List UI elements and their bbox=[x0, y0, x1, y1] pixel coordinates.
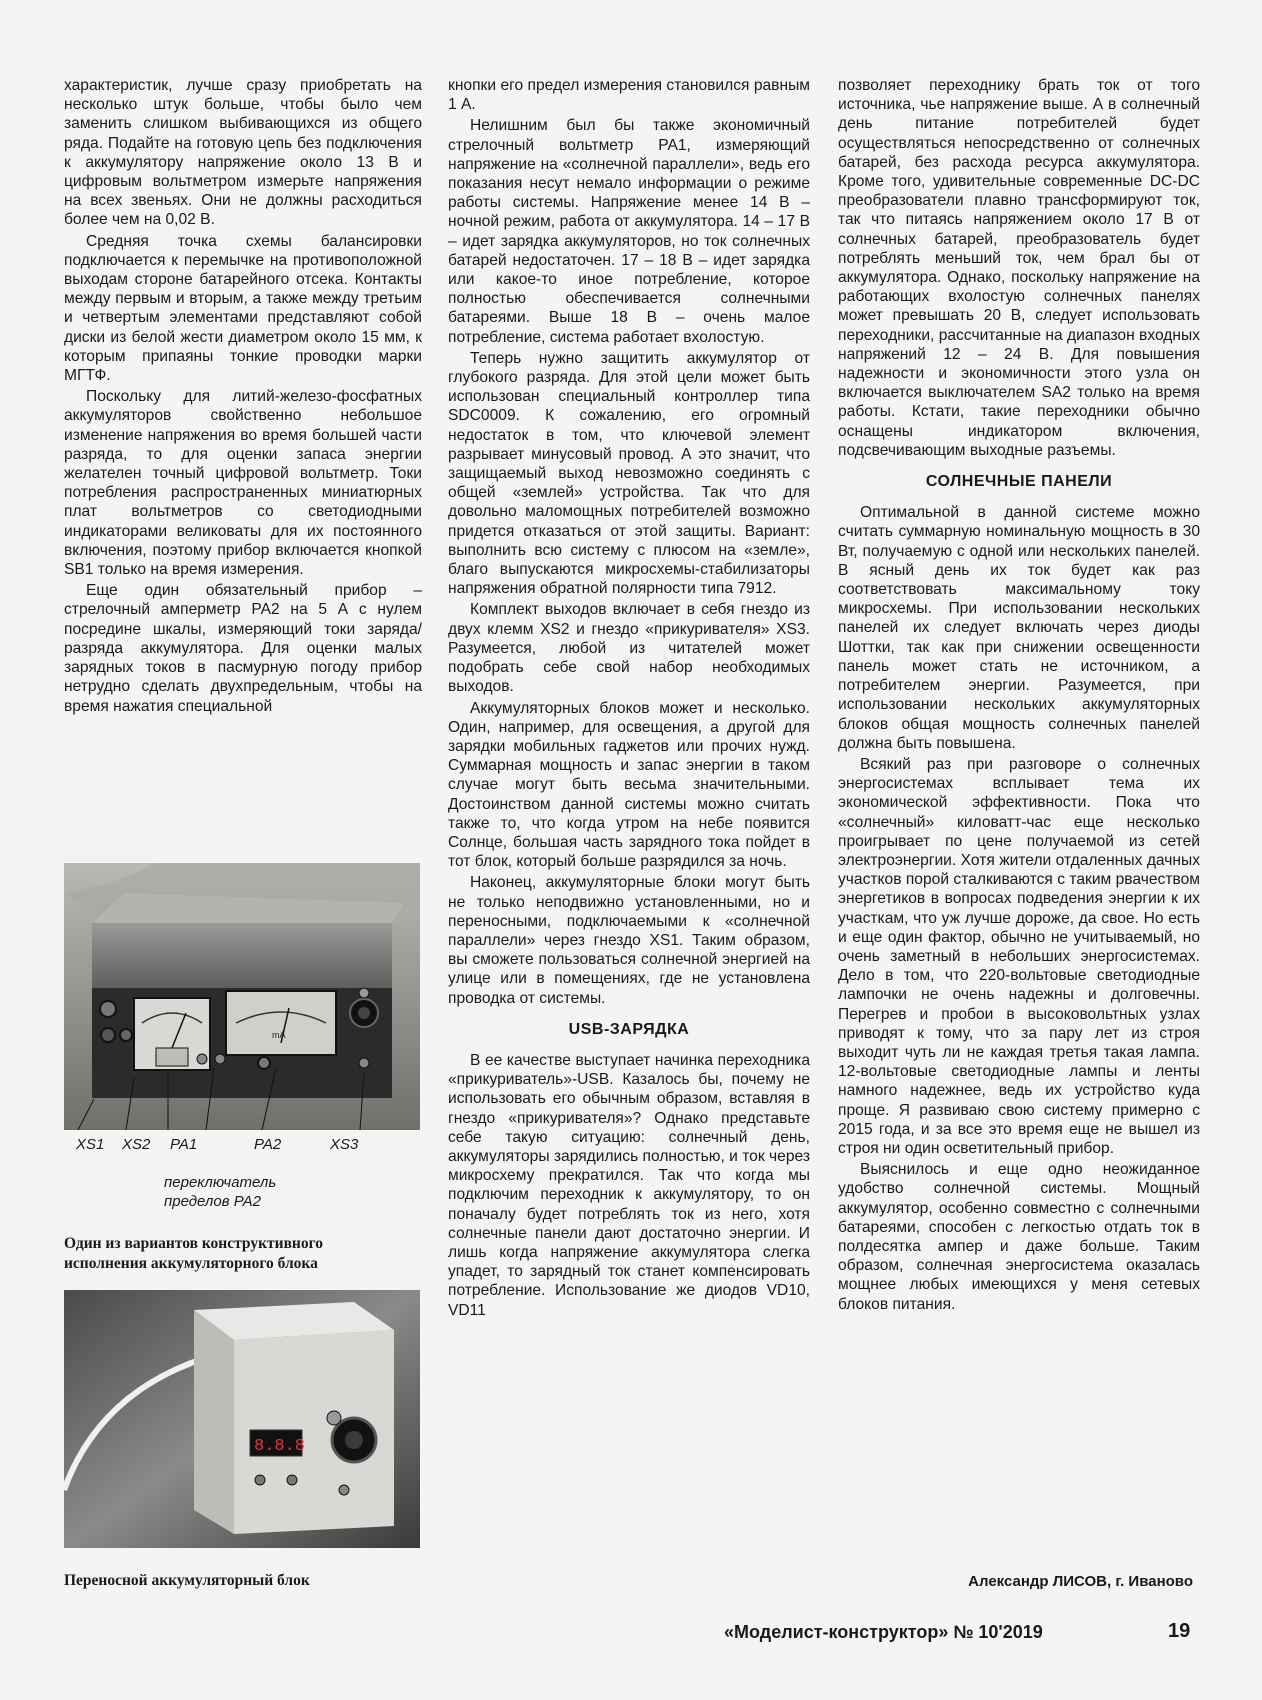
paragraph: Оптимальной в данной системе можно считать суммарную номинальную мощность в 30 Вт, получаемую с одной или нескольких панелей. В ясный день их ток будет как раз соответствовать максимальному току микросхемы. При использовании нескольких панелей их следует включать через диоды Шоттки, так как при снижении освещенности панель может стать не источником, а потребителем энергии. Разумеется, при использовании нескольких аккумуляторных блоков общая мощность солнечных панелей должна быть повышена. bbox=[838, 504, 1200, 752]
label-pa1: PA1 bbox=[170, 1136, 198, 1153]
meter-label: mA bbox=[272, 1030, 286, 1040]
paragraph: Комплект выходов включает в себя гнездо из двух клемм XS2 и гнездо «прикуривателя» XS3. Разумеется, любой из читателей может подобрать себе свой набор необходимых выходов. bbox=[448, 601, 810, 696]
portable-block-illustration bbox=[64, 1290, 420, 1548]
figure-1-caption bbox=[64, 1234, 424, 1274]
paragraph: характеристик, лучше сразу приобретать на несколько штук больше, чтобы было чем заменить слишком выбивающихся из общего ряда. Подайте на готовую цепь без подключения к аккумулятору напряжение около 13 В и цифровым вольтметром измерьте напряжения на всех звеньях. Они не должны расходиться более чем на 0,02 В. bbox=[64, 77, 422, 229]
caption-line: исполнения аккумуляторного блока bbox=[64, 1255, 318, 1272]
switch-label-line2: пределов PA2 bbox=[164, 1193, 261, 1210]
text-column-1 bbox=[64, 76, 422, 718]
switch-label-line1: переключатель bbox=[164, 1174, 277, 1191]
paragraph: Всякий раз при разговоре о солнечных энергосистемах всплывает тема их экономической эффективности. Пока что «солнечный» киловатт-час еще несколько проигрывает по цене получаемой из сетей электроэнергии. Хотя жители отдаленных дачных участков порой сталкиваются с таким рвачеством энергетиков в вопросах подведения энергии к их участкам, что уж лучше дороже, да свое. Но есть и еще один фактор, обычно не учитываемый, но очень заметный в небольших энергосистемах. Дело в том, что 220-вольтовые светодиодные лампочки не очень надежны и долговечны. Перегрев и пробои в высоковольтных узлах приводят к тому, что за пару лет из строя выходит чуть ли не каждая третья такая лампа. 12-вольтовые светодиодные лампы и ленты намного надежнее, ведь их устройство куда проще. Я развиваю свою систему примерно с 2015 года, и за все это время еще не вышел из строя ни один осветительный прибор. bbox=[838, 755, 1200, 1157]
section-heading-usb: USB-ЗАРЯДКА bbox=[568, 1020, 690, 1038]
label-pa2: PA2 bbox=[254, 1136, 282, 1153]
section-heading-solar-panels: СОЛНЕЧНЫЕ ПАНЕЛИ bbox=[925, 473, 1113, 491]
paragraph: Наконец, аккумуляторные блоки могут быть не только неподвижно установленными, но и переносными, подключаемыми к «солнечной параллели» через гнездо XS1. Таким образом, вы сможете пользоваться солнечной энергией на улице или в помещениях, где не установлена проводка от системы. bbox=[448, 874, 810, 1007]
paragraph: позволяет переходнику брать ток от того источника, чье напряжение выше. А в солнечный день питание потребителей будет осуществляться непосредственно от солнечных батарей, без расхода ресурса аккумулятора. Кроме того, удивительные современные DC-DC преобразователи плавно трансформируют ток, так что питаясь напряжением около 17 В от солнечных батарей, преобразователь будет потреблять меньший ток, чем брал бы от аккумулятора. Однако, поскольку напряжение на работающих вхолостую солнечных панелях может превышать 20 В, следует использовать переходники, рассчитанные на диапазон входных напряжений 12 – 24 В. Для повышения надежности и экономичности этого узла он включается выключателем SA2 только на время работы. Кстати, такие переходники обычно оснащены индикатором включения, подсвечивающим выходные разъемы. bbox=[838, 77, 1200, 459]
paragraph: Средняя точка схемы балансировки подключается к перемычке на противоположной выходам стороне батарейного отсека. Контакты между первым и вторым, а также между третьим и четвертым элементами представляют собой диски из белой жести диаметром около 15 мм, к которым припаяны тонкие проводки марки МГТФ. bbox=[64, 232, 422, 385]
article-author: Александр ЛИСОВ, г. Иваново bbox=[968, 1573, 1193, 1590]
label-xs3: XS3 bbox=[330, 1136, 359, 1153]
page-number: 19 bbox=[1168, 1620, 1191, 1642]
paragraph: В ее качестве выступает начинка переходника «прикуриватель»-USB. Казалось бы, почему не использовать его обычным образом, вставляя в гнездо «прикуривателя»? Однако представьте себе такую ситуацию: солнечный день, аккумуляторы зарядились полностью, и ток через микросхему прекратился. Так что когда мы подключим переходник к аккумулятору, то он поначалу будет потреблять ток из него, хотя солнечные панели дают достаточно энергии. И лишь когда напряжение аккумулятора слегка упадет, то зарядный ток станет компенсировать потребление. Использование же диодов VD10, VD11 bbox=[448, 1051, 810, 1319]
paragraph: Поскольку для литий-железо-фосфатных аккумуляторов свойственно небольшое изменение напряжения во время большей части разряда, то для оценки запаса энергии желателен точный цифровой вольтметр. Токи потребления распространенных миниатюрных плат вольтметров со светодиодными индикаторами великоваты для их постоянного включения, поэтому прибор включается кнопкой SB1 только на время измерения. bbox=[64, 388, 422, 579]
paragraph: Аккумуляторных блоков может и несколько. Один, например, для освещения, а другой для зарядки мобильных гаджетов или прочих нужд. Суммарная мощность и запас энергии в таком случае могут быть весьма значительными. Достоинством данной системы можно считать также то, что когда утром на небе появится Солнце, большая часть зарядного тока пойдет в тот блок, который больше разрядился за ночь. bbox=[448, 699, 810, 871]
figure-2-caption: Переносной аккумуляторный блок bbox=[64, 1572, 310, 1589]
battery-block-illustration bbox=[64, 863, 420, 1130]
paragraph: Нелишним был бы также экономичный стрелочный вольтметр PA1, измеряющий напряжение на «солнечной параллели», ведь его показания несут немало информации о режиме работы системы. Напряжение менее 14 В – ночной режим, работа от аккумулятора. 14 – 17 В – идет зарядка аккумуляторов, но ток солнечных батарей недостаточен. 17 – 18 В – идет зарядка или какое-то иное потребление, которое полностью обеспечивается солнечными батареями. Выше 18 В – очень малое потребление, система работает вхолостую. bbox=[448, 117, 810, 346]
figure-1-labels bbox=[64, 1130, 420, 1220]
battery-block-photo bbox=[64, 863, 420, 1130]
label-xs1: XS1 bbox=[76, 1136, 105, 1153]
text-column-2 bbox=[448, 76, 810, 1322]
paragraph: Еще один обязательный прибор – стрелочный амперметр PA2 на 5 А с нулем посредине шкалы, измеряющий токи заряда/разряда аккумулятора. Для оценки малых зарядных токов в пасмурную погоду прибор нетрудно сделать двухпредельным, чтобы на время нажатия специальной bbox=[64, 582, 422, 715]
journal-title: «Моделист-конструктор» № 10'2019 bbox=[724, 1622, 1043, 1642]
paragraph: Выяснилось и еще одно неожиданное удобство солнечной системы. Мощный аккумулятор, особенно совместно с солнечными батареями, способен с легкостью отдать ток в полдесятка ампер и даже больше. Таким образом, солнечная энергосистема оказалась мощнее любых имеющихся у меня сетевых блоков питания. bbox=[838, 1161, 1200, 1313]
text-column-3 bbox=[838, 76, 1200, 1316]
label-xs2: XS2 bbox=[122, 1136, 151, 1153]
paragraph: кнопки его предел измерения становился равным 1 А. bbox=[448, 77, 810, 114]
paragraph: Теперь нужно защитить аккумулятор от глубокого разряда. Для этой цели может быть использован специальный контроллер типа SDC0009. К сожалению, его огромный недостаток в том, что ключевой элемент разрывает минусовый провод. А это значит, что защищаемый выход невозможно соединять с общей «землей» устройства. Так что для довольно маломощных потребителей возможно придется отказаться от этой защиты. Вариант: выполнить всю систему с плюсом на «земле», благо выпускаются микросхемы-стабилизаторы напряжения обратной полярности типа 7912. bbox=[448, 349, 810, 598]
digital-display: 8.8.8 bbox=[254, 1437, 306, 1456]
caption-line: Один из вариантов конструктивного bbox=[64, 1235, 324, 1252]
portable-block-photo bbox=[64, 1290, 420, 1548]
